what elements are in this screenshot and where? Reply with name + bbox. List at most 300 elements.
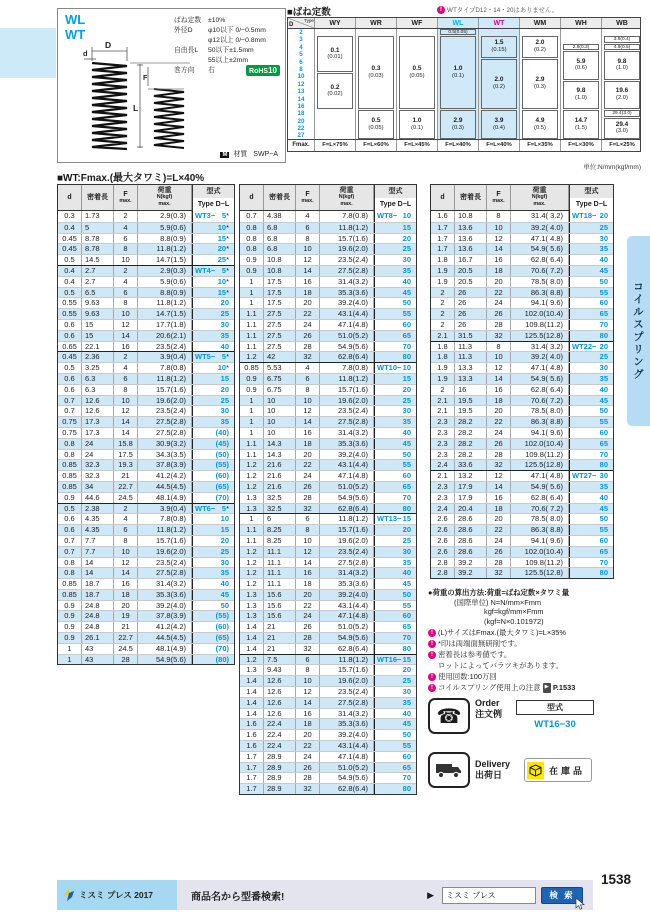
cell-close-length: 2.36: [82, 352, 114, 362]
cell-model: 70: [569, 450, 613, 460]
table-row: [240, 222, 416, 233]
cell-load: 20.6(2.1): [138, 331, 192, 341]
cell-load: 51.0(5.2): [320, 482, 374, 492]
table-row: [58, 373, 234, 384]
table-row: [431, 503, 613, 514]
rate-segment: 29.4(3.0): [604, 110, 640, 116]
cell-d: 2: [431, 309, 455, 319]
col-header-d: d: [58, 185, 82, 210]
cell-load: 37.8(3.9): [138, 460, 192, 470]
cell-load: 7.8(0.8): [138, 514, 192, 524]
cell-load: 8.8(0.9): [138, 288, 192, 298]
cell-model: 55: [374, 460, 416, 470]
cell-close-length: 12.6: [264, 709, 296, 719]
cell-d: 1.2: [240, 655, 264, 665]
cell-load: 47.1(4.8): [320, 471, 374, 481]
cell-fmax: 16: [114, 342, 138, 352]
table-row: [58, 341, 234, 352]
cell-fmax: 26: [296, 331, 320, 341]
cell-load: 47.1( 4.8): [511, 363, 569, 373]
cell-model: 55: [569, 288, 613, 298]
rate-segment: 3.9 (0.4): [481, 110, 517, 139]
table-row: [431, 287, 613, 298]
cell-d: 2.3: [431, 417, 455, 427]
cell-load: 11.8(1.2): [320, 223, 374, 233]
table-row: [58, 351, 234, 362]
cell-load: 35.3(3.6): [320, 579, 374, 589]
table-row: [58, 600, 234, 611]
cell-d: 1.8: [431, 342, 455, 352]
cell-close-length: 10.8: [264, 266, 296, 276]
cell-model: WT18− 20: [569, 211, 613, 222]
spec-row: [174, 46, 282, 56]
fmax-WF: F=L×45%: [396, 140, 437, 151]
cell-close-length: 3.25: [82, 363, 114, 373]
cell-model: 60: [374, 320, 416, 330]
cell-d: 1.1: [240, 331, 264, 341]
table-row: [240, 600, 416, 611]
rate-segment: 2.9 (0.3): [522, 59, 558, 110]
cell-load: 62.8(6.4): [320, 504, 374, 514]
cell-model: 15: [192, 525, 234, 535]
rate-d-value: 3: [299, 36, 303, 44]
note-item: [428, 650, 648, 660]
cell-close-length: 28.6: [455, 525, 487, 535]
cell-d: 1.4: [240, 622, 264, 632]
rate-d-value: 13: [297, 88, 305, 96]
cell-model: WT16− 15: [374, 655, 416, 665]
stock-label: 在庫品: [549, 765, 586, 776]
cell-model: 35: [374, 266, 416, 276]
cell-fmax: 12: [487, 363, 511, 373]
cell-d: 1.3: [240, 601, 264, 611]
spec-value: ±10%: [208, 17, 226, 24]
table-row: [240, 492, 416, 503]
cell-model: 50: [569, 277, 613, 287]
cell-close-length: 42: [264, 352, 296, 362]
cell-d: 0.6: [58, 525, 82, 535]
cell-close-length: 10: [264, 406, 296, 416]
cell-load: 51.0(5.2): [320, 763, 374, 773]
cell-fmax: 12: [114, 406, 138, 416]
cell-close-length: 10: [264, 417, 296, 427]
cell-d: 0.8: [240, 223, 264, 233]
rate-d-value: 4: [299, 43, 303, 51]
cell-load: 109.8(11.2): [511, 450, 569, 460]
cell-load: 27.5(2.8): [320, 558, 374, 568]
cell-d: 1.4: [240, 698, 264, 708]
cell-fmax: 10: [487, 223, 511, 233]
table-row: [240, 351, 416, 362]
cell-load: 47.1(4.8): [320, 320, 374, 330]
spec-value: 55以上±2mm: [208, 57, 248, 64]
col-header-model: 型式 Type D−L: [569, 185, 613, 210]
table-row: [58, 492, 234, 503]
rate-col-header-WL: WL: [437, 18, 478, 28]
cell-fmax: 22: [296, 460, 320, 470]
table-row: [431, 373, 613, 384]
cell-fmax: 16: [296, 568, 320, 578]
phone-icon: ☎: [428, 698, 470, 734]
cell-d: 2.4: [431, 504, 455, 514]
cell-fmax: 4: [114, 363, 138, 373]
cell-model: (50): [192, 450, 234, 460]
cell-load: 70.6( 7.2): [511, 266, 569, 276]
cell-load: 23.5(2.4): [320, 255, 374, 265]
cell-close-length: 11.3: [455, 352, 487, 362]
cell-d: 1.6: [240, 730, 264, 740]
rate-segment: 14.7 (1.5): [563, 110, 599, 139]
table-row: [240, 211, 416, 222]
cell-d: 1.4: [240, 633, 264, 643]
cell-close-length: 10: [264, 396, 296, 406]
table-row: [240, 697, 416, 708]
cell-fmax: 20: [114, 601, 138, 611]
table-row: [58, 535, 234, 546]
cell-d: 2: [431, 385, 455, 395]
cell-d: 1.2: [240, 471, 264, 481]
table-row: [431, 276, 613, 287]
cell-model: 15*: [192, 234, 234, 244]
table-row: [431, 405, 613, 416]
cell-model: 30: [569, 234, 613, 244]
cell-load: 51.0(5.2): [320, 622, 374, 632]
cell-load: 125.5(12.8): [511, 460, 569, 470]
cell-fmax: 14: [487, 244, 511, 254]
table-row: [58, 449, 234, 460]
cell-close-length: 14.5: [82, 255, 114, 265]
cell-close-length: 32.5: [264, 493, 296, 503]
cell-model: 80: [569, 460, 613, 470]
cell-fmax: 20: [296, 450, 320, 460]
rate-segment: 0.5(0.05): [440, 29, 476, 35]
cell-fmax: 10: [114, 309, 138, 319]
cell-load: 94.1( 9.6): [511, 428, 569, 438]
search-button[interactable]: 検 索: [541, 887, 583, 904]
cell-load: 125.5(12.8): [511, 568, 569, 578]
cell-load: 11.8(1.2): [138, 244, 192, 254]
cell-close-length: 24.8: [82, 622, 114, 632]
table-row: [431, 362, 613, 373]
table-row: [58, 416, 234, 427]
cell-model: (70): [192, 493, 234, 503]
cell-model: 40: [569, 385, 613, 395]
cell-load: 23.5(2.4): [320, 687, 374, 697]
cell-fmax: 18: [296, 439, 320, 449]
cell-d: 0.4: [58, 266, 82, 276]
table-row: [240, 546, 416, 557]
cell-load: 14.7(1.5): [138, 309, 192, 319]
cell-model: 40: [192, 342, 234, 352]
material-label: 材質: [233, 151, 248, 158]
cell-load: 43.1(4.4): [320, 601, 374, 611]
note-text: コイルスプリング使用上の注意: [438, 683, 541, 693]
cell-d: 2.6: [431, 547, 455, 557]
cell-d: 2.1: [431, 471, 455, 481]
cell-fmax: 20: [487, 514, 511, 524]
cell-model: 15: [192, 374, 234, 384]
rate-col-header-WH: WH: [560, 18, 601, 28]
rate-d-value: 2: [299, 29, 303, 36]
cell-model: 45: [374, 288, 416, 298]
cell-close-length: 28.9: [264, 763, 296, 773]
wt-section-title: ■WT:Fmax.(最大タワミ)=L×40%: [57, 173, 205, 184]
cell-model: 10*: [192, 277, 234, 287]
unit-note: 単位:N/mm(kgf/mm): [583, 164, 641, 171]
cell-close-length: 8.25: [264, 536, 296, 546]
table-row: [58, 503, 234, 514]
cell-fmax: 16: [487, 493, 511, 503]
cell-d: 1.9: [431, 266, 455, 276]
cell-d: 0.85: [240, 363, 264, 373]
cell-d: 2.1: [431, 406, 455, 416]
fmax-WM: F=L×35%: [519, 140, 560, 151]
cell-load: 15.7(1.6): [320, 525, 374, 535]
rate-segment: 3.9(0.4): [604, 36, 640, 42]
cell-load: 11.8(1.2): [138, 298, 192, 308]
table-row: [58, 395, 234, 406]
cell-model: 40: [374, 428, 416, 438]
cell-model: 30: [192, 558, 234, 568]
search-input[interactable]: [442, 887, 536, 904]
cell-fmax: 22: [296, 741, 320, 751]
col-header-load: 荷重 N(kgf) max.: [320, 185, 374, 210]
cell-d: 1.2: [240, 579, 264, 589]
rate-segment: 0.2 (0.02): [317, 73, 353, 109]
cell-d: 0.45: [58, 352, 82, 362]
cell-d: 0.7: [240, 211, 264, 222]
fmax-label: Fmax.: [292, 142, 310, 148]
table-row: [240, 567, 416, 578]
note-text: 密着長は参考値です。: [438, 650, 512, 660]
rate-segment: 0.5 (0.05): [358, 110, 394, 139]
table-row: [240, 243, 416, 254]
cell-d: 2.8: [431, 568, 455, 578]
table-row: [58, 438, 234, 449]
table-row: [58, 362, 234, 373]
cell-load: 125.5(12.8): [511, 331, 569, 341]
note-item: [428, 672, 648, 682]
cell-model: 25: [192, 396, 234, 406]
table-row: [240, 632, 416, 643]
cell-load: 3.9(0.4): [138, 352, 192, 362]
cell-d: 1: [240, 514, 264, 524]
cell-model: 25: [374, 536, 416, 546]
cell-d: 1.3: [240, 590, 264, 600]
cell-d: 0.9: [58, 601, 82, 611]
table-row: [58, 211, 234, 222]
cell-close-length: 22.1: [82, 342, 114, 352]
table-row: [431, 211, 613, 222]
cell-d: 1: [58, 655, 82, 665]
cell-fmax: 16: [487, 385, 511, 395]
rohs-badge: RoHS10: [246, 65, 280, 76]
cell-d: 0.4: [58, 223, 82, 233]
search-prompt: 商品名から型番検索!: [191, 891, 285, 903]
table-row: [431, 524, 613, 535]
cell-d: 0.9: [58, 611, 82, 621]
fmax-WT: F=L×40%: [478, 140, 519, 151]
cell-model: 25: [374, 676, 416, 686]
cell-fmax: 12: [296, 547, 320, 557]
cell-d: 1: [240, 277, 264, 287]
cell-model: 25: [569, 223, 613, 233]
cell-fmax: 22: [296, 601, 320, 611]
truck-icon: [428, 752, 470, 788]
cell-load: 54.9( 5.6): [511, 244, 569, 254]
cell-d: 1.4: [240, 676, 264, 686]
cell-d: 0.75: [58, 428, 82, 438]
cell-d: 1.1: [240, 342, 264, 352]
table-row: [58, 233, 234, 244]
cell-load: 54.9(5.6): [320, 342, 374, 352]
cell-fmax: 24: [296, 320, 320, 330]
table-row: [431, 427, 613, 438]
cell-fmax: 10: [296, 244, 320, 254]
rate-col-WF: [396, 29, 437, 139]
cell-model: 30: [192, 320, 234, 330]
cell-close-length: 33.6: [455, 460, 487, 470]
cell-fmax: 8: [114, 385, 138, 395]
table-row: [240, 783, 416, 794]
cell-model: 40: [374, 709, 416, 719]
cell-fmax: 18: [296, 579, 320, 589]
cell-d: 0.5: [58, 504, 82, 514]
cell-load: 27.5(2.8): [320, 417, 374, 427]
cell-close-length: 1.73: [82, 211, 114, 222]
page-ref[interactable]: P.1533: [552, 683, 576, 693]
table-row: [240, 664, 416, 675]
table-header: [58, 185, 234, 211]
cell-load: 78.5( 8.0): [511, 277, 569, 287]
cell-model: 55: [374, 741, 416, 751]
cell-load: 86.3( 8.8): [511, 288, 569, 298]
cell-fmax: 18: [296, 719, 320, 729]
category-tab-coil-spring[interactable]: [627, 236, 650, 426]
cell-d: 1.3: [240, 504, 264, 514]
rate-d-value: 5: [299, 51, 303, 59]
cell-d: 2.3: [431, 482, 455, 492]
cell-d: 0.7: [58, 406, 82, 416]
cell-close-length: 21: [264, 644, 296, 654]
spec-label: [174, 36, 208, 46]
cell-load: 30.9(3.2): [138, 439, 192, 449]
cell-fmax: 18: [114, 590, 138, 600]
cell-model: 45: [374, 579, 416, 589]
rate-segment: 9.8 (1.0): [563, 81, 599, 110]
cell-load: 31.4( 3.2): [511, 342, 569, 352]
col-header-fmax: F max.: [296, 185, 320, 210]
cell-d: 1.9: [431, 374, 455, 384]
cell-fmax: 22.7: [114, 482, 138, 492]
col-header-model: 型式 Type D−L: [374, 185, 416, 210]
cell-close-length: 15: [82, 320, 114, 330]
cell-close-length: 28.9: [264, 752, 296, 762]
cell-load: 23.5(2.4): [138, 558, 192, 568]
cell-fmax: 6: [114, 288, 138, 298]
cell-d: 1.6: [240, 741, 264, 751]
table-row: [240, 708, 416, 719]
cell-fmax: 32: [487, 331, 511, 341]
page-number: 1538: [601, 872, 632, 887]
cell-close-length: 6.8: [264, 234, 296, 244]
cell-d: 1.2: [240, 568, 264, 578]
rate-segment: 19.6 (2.0): [604, 81, 640, 110]
cell-model: WT4− 5*: [192, 266, 234, 276]
cell-load: 34.3(3.5): [138, 450, 192, 460]
cell-close-length: 24.8: [82, 601, 114, 611]
cell-load: 19.6(2.0): [138, 547, 192, 557]
cell-close-length: 2.7: [82, 266, 114, 276]
cell-load: 35.3(3.6): [138, 590, 192, 600]
note-text: 使用回数:100万回: [438, 672, 497, 682]
cell-load: 43.1(4.4): [320, 460, 374, 470]
cell-fmax: 24.5: [114, 493, 138, 503]
table-row: [58, 610, 234, 621]
cell-fmax: 14: [114, 331, 138, 341]
spec-label: 自由長L: [174, 47, 199, 54]
table-row: [240, 729, 416, 740]
table-row: [431, 222, 613, 233]
table-row: [240, 557, 416, 568]
cell-close-length: 26: [455, 320, 487, 330]
cell-model: 60: [374, 471, 416, 481]
table-row: [431, 492, 613, 503]
table-row: [240, 297, 416, 308]
cell-model: 45: [374, 719, 416, 729]
table-row: [240, 330, 416, 341]
series-wt: WT: [65, 27, 86, 42]
cell-fmax: 10: [114, 547, 138, 557]
cell-load: 19.6(2.0): [320, 396, 374, 406]
cell-d: 1: [240, 288, 264, 298]
cell-fmax: 14: [487, 374, 511, 384]
cell-close-length: 8.78: [82, 244, 114, 254]
rate-d-value: 22: [297, 125, 305, 133]
cell-model: WT10− 10: [374, 363, 416, 373]
rate-d-value: 16: [297, 102, 305, 110]
cell-fmax: 21: [114, 471, 138, 481]
spec-panel: [57, 8, 286, 163]
cell-d: 0.5: [58, 255, 82, 265]
calc-line: kgf=kgf/mm×Fmm: [484, 607, 544, 617]
cell-model: 80: [569, 568, 613, 578]
rate-segment: 29.4 (3.0): [604, 118, 640, 139]
spec-label: [174, 56, 208, 66]
cell-load: 15.7(1.6): [320, 234, 374, 244]
cell-d: 1.1: [240, 536, 264, 546]
rate-segment: 0.3 (0.03): [358, 36, 394, 109]
cell-model: 65: [374, 763, 416, 773]
table-row: [431, 319, 613, 330]
cell-fmax: 14: [296, 698, 320, 708]
table-row: [58, 524, 234, 535]
cell-load: 7.8(0.8): [320, 211, 374, 222]
dimension-table-3: [430, 184, 614, 579]
cell-model: 80: [374, 784, 416, 794]
rate-corner-cell: D Type: [289, 18, 314, 28]
cell-fmax: 8: [487, 342, 511, 352]
cell-model: 25: [569, 352, 613, 362]
table-row: [431, 546, 613, 557]
cell-load: 39.2(4.0): [320, 298, 374, 308]
cell-d: 0.85: [58, 460, 82, 470]
cell-load: 11.8(1.2): [320, 655, 374, 665]
cell-load: 37.8(3.9): [138, 611, 192, 621]
cell-load: 62.8( 6.4): [511, 255, 569, 265]
cell-d: 0.9: [58, 493, 82, 503]
cell-load: 19.6(2.0): [320, 536, 374, 546]
